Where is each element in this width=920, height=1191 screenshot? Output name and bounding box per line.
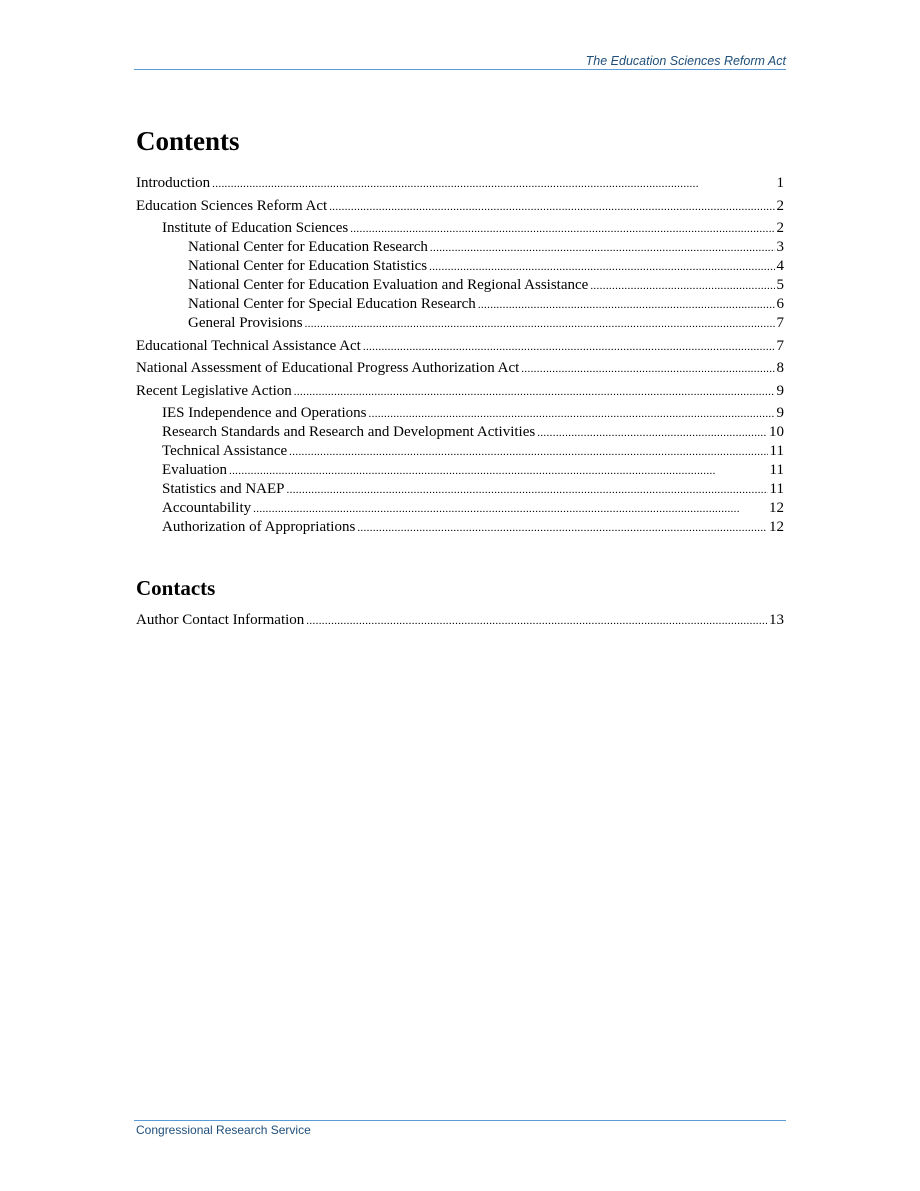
toc-entry[interactable] — [162, 518, 784, 536]
dot-leader — [363, 337, 775, 356]
dot-leader — [478, 295, 775, 314]
toc-entry-label: National Center for Special Education Research — [188, 296, 476, 312]
toc-entry[interactable] — [162, 461, 784, 479]
toc-entry-label: National Assessment of Educational Progress Authorization Act — [136, 360, 520, 376]
toc-entry[interactable] — [162, 480, 784, 498]
toc-entry-label: Evaluation — [162, 462, 227, 478]
dot-leader — [212, 174, 774, 193]
toc-entry[interactable] — [136, 337, 784, 355]
toc-entry-label: National Center for Education Evaluation and Regional Assistance — [188, 277, 589, 293]
toc-entry-label: National Center for Education Research — [188, 239, 428, 255]
toc-entry-page: 13 — [769, 612, 784, 628]
toc-entry-label: Authorization of Appropriations — [162, 519, 356, 535]
toc-entry-page: 4 — [776, 258, 784, 274]
toc-entry-label: Recent Legislative Action — [136, 383, 292, 399]
dot-leader — [537, 423, 767, 442]
toc-entry-label: Institute of Education Sciences — [162, 220, 349, 236]
dot-leader — [306, 611, 767, 630]
toc-entry-page: 5 — [776, 277, 784, 293]
toc-entry-label: IES Independence and Operations — [162, 405, 367, 421]
toc-entry[interactable] — [162, 404, 784, 422]
toc-entry-page: 11 — [769, 443, 784, 459]
toc-entry-label: Educational Technical Assistance Act — [136, 338, 361, 354]
toc-entry-label: Author Contact Information — [136, 612, 305, 628]
contents-heading: Contents — [136, 126, 240, 156]
toc-entry-label: General Provisions — [188, 315, 303, 331]
toc-entry-page: 7 — [776, 315, 784, 331]
contacts-heading: Contacts — [136, 576, 216, 600]
toc-entry[interactable] — [188, 276, 784, 294]
dot-leader — [294, 382, 775, 401]
dot-leader — [253, 499, 767, 518]
toc-entry-page: 10 — [769, 424, 784, 440]
toc-entry-page: 11 — [769, 481, 784, 497]
dot-leader — [429, 257, 774, 276]
toc-entry-label: Introduction — [136, 175, 211, 191]
toc-entry-label: Accountability — [162, 500, 252, 516]
toc-entry[interactable] — [136, 197, 784, 215]
running-header-title: The Education Sciences Reform Act — [585, 54, 786, 68]
footer-rule — [134, 1120, 786, 1121]
toc-entry-page: 6 — [776, 296, 784, 312]
dot-leader — [590, 276, 774, 295]
toc-entry[interactable] — [188, 295, 784, 313]
toc-entry[interactable] — [162, 442, 784, 460]
header-rule — [134, 69, 786, 70]
toc-entry-page: 2 — [776, 198, 784, 214]
toc-entry[interactable] — [188, 257, 784, 275]
dot-leader — [287, 480, 768, 499]
footer-publisher: Congressional Research Service — [136, 1123, 311, 1137]
toc-entry[interactable] — [136, 382, 784, 400]
toc-entry-page: 3 — [776, 239, 784, 255]
toc-entry-page: 12 — [769, 500, 784, 516]
toc-entry-page: 1 — [776, 175, 784, 191]
toc-entry-page: 7 — [776, 338, 784, 354]
toc-entry-page: 9 — [776, 383, 784, 399]
dot-leader — [289, 442, 767, 461]
dot-leader — [305, 314, 775, 333]
toc-entry[interactable] — [188, 238, 784, 256]
toc-entry[interactable] — [136, 359, 784, 377]
toc-entry-page: 8 — [776, 360, 784, 376]
toc-entry-page: 12 — [769, 519, 784, 535]
dot-leader — [357, 518, 767, 537]
dot-leader — [350, 219, 774, 238]
toc-entry[interactable] — [136, 611, 784, 629]
toc-entry[interactable] — [162, 499, 784, 517]
toc-entry-label: Education Sciences Reform Act — [136, 198, 328, 214]
dot-leader — [369, 404, 775, 423]
toc-entry-label: National Center for Education Statistics — [188, 258, 428, 274]
toc-entry[interactable] — [136, 174, 784, 192]
toc-entry-label: Statistics and NAEP — [162, 481, 285, 497]
toc-entry[interactable] — [162, 219, 784, 237]
toc-entry-label: Research Standards and Research and Development Activities — [162, 424, 536, 440]
toc-entry-label: Technical Assistance — [162, 443, 288, 459]
toc-entry-page: 9 — [776, 405, 784, 421]
toc-entry[interactable] — [162, 423, 784, 441]
dot-leader — [430, 238, 775, 257]
dot-leader — [521, 359, 774, 378]
dot-leader — [229, 461, 768, 480]
toc-entry-page: 2 — [776, 220, 784, 236]
toc-entry[interactable] — [188, 314, 784, 332]
toc-entry-page: 11 — [769, 462, 784, 478]
dot-leader — [329, 197, 774, 216]
